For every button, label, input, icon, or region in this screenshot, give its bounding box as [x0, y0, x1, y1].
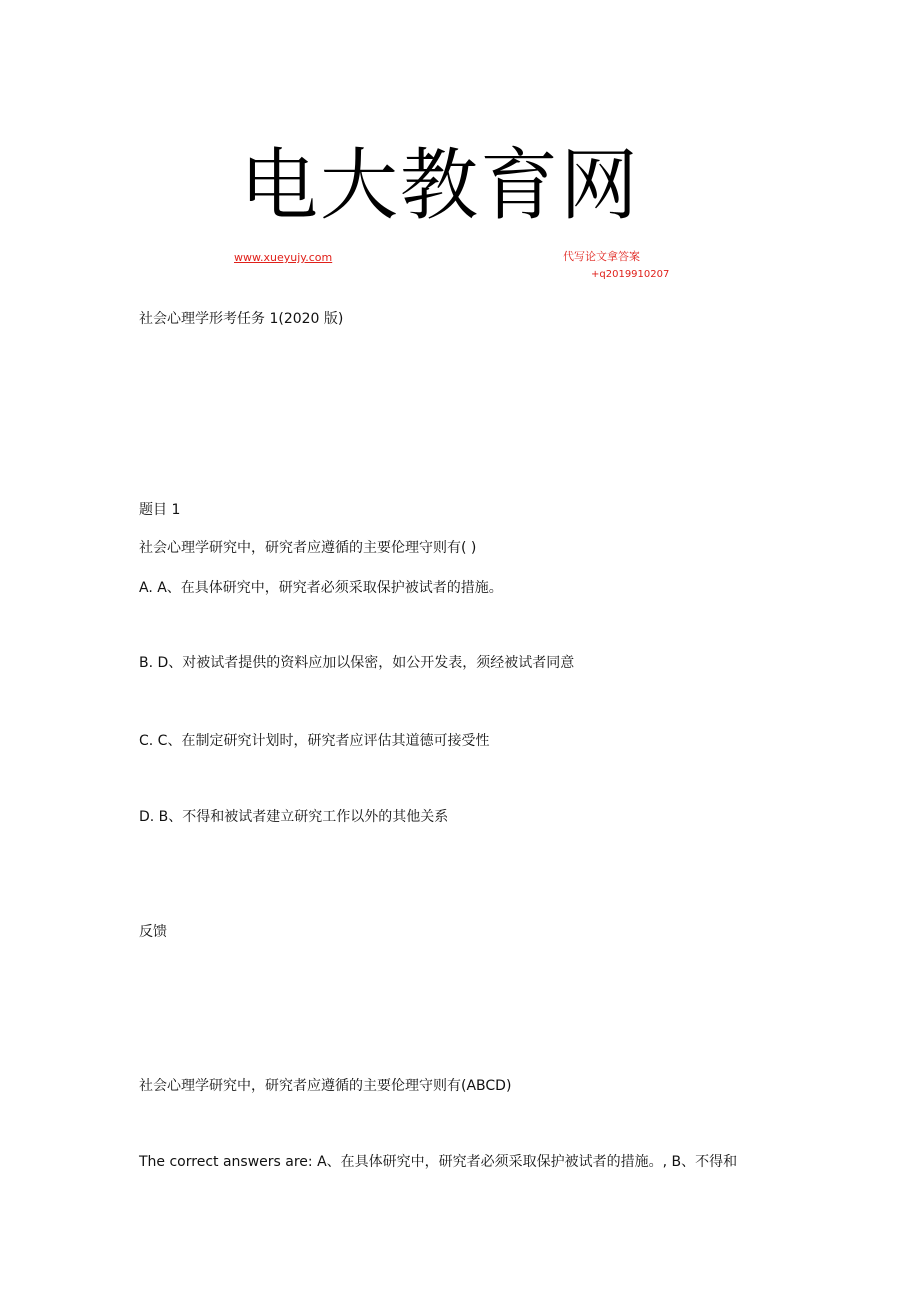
promo-text: 代写论文拿答案: [563, 250, 640, 263]
promo-contact: +q2019910207: [591, 269, 670, 280]
option-a: A. A、在具体研究中，研究者必须采取保护被试者的措施。: [139, 580, 503, 596]
question-label: 题目 1: [139, 502, 181, 518]
option-b: B. D、对被试者提供的资料应加以保密，如公开发表，须经被试者同意: [139, 655, 575, 671]
site-url-link[interactable]: www.xueyujy.com: [234, 251, 333, 264]
document-title: 社会心理学形考任务 1(2020 版): [139, 311, 344, 327]
option-d: D. B、不得和被试者建立研究工作以外的其他关系: [139, 809, 449, 825]
question-text: 社会心理学研究中，研究者应遵循的主要伦理守则有( ): [139, 540, 477, 556]
feedback-label: 反馈: [139, 924, 167, 940]
feedback-text: 社会心理学研究中，研究者应遵循的主要伦理守则有(ABCD): [139, 1078, 512, 1094]
site-title: 电大教育网: [240, 141, 641, 231]
correct-answers-text: The correct answers are: A、在具体研究中，研究者必须采取保护被试者的措施。, B、不得和: [139, 1154, 738, 1170]
option-c: C. C、在制定研究计划时，研究者应评估其道德可接受性: [139, 733, 490, 749]
